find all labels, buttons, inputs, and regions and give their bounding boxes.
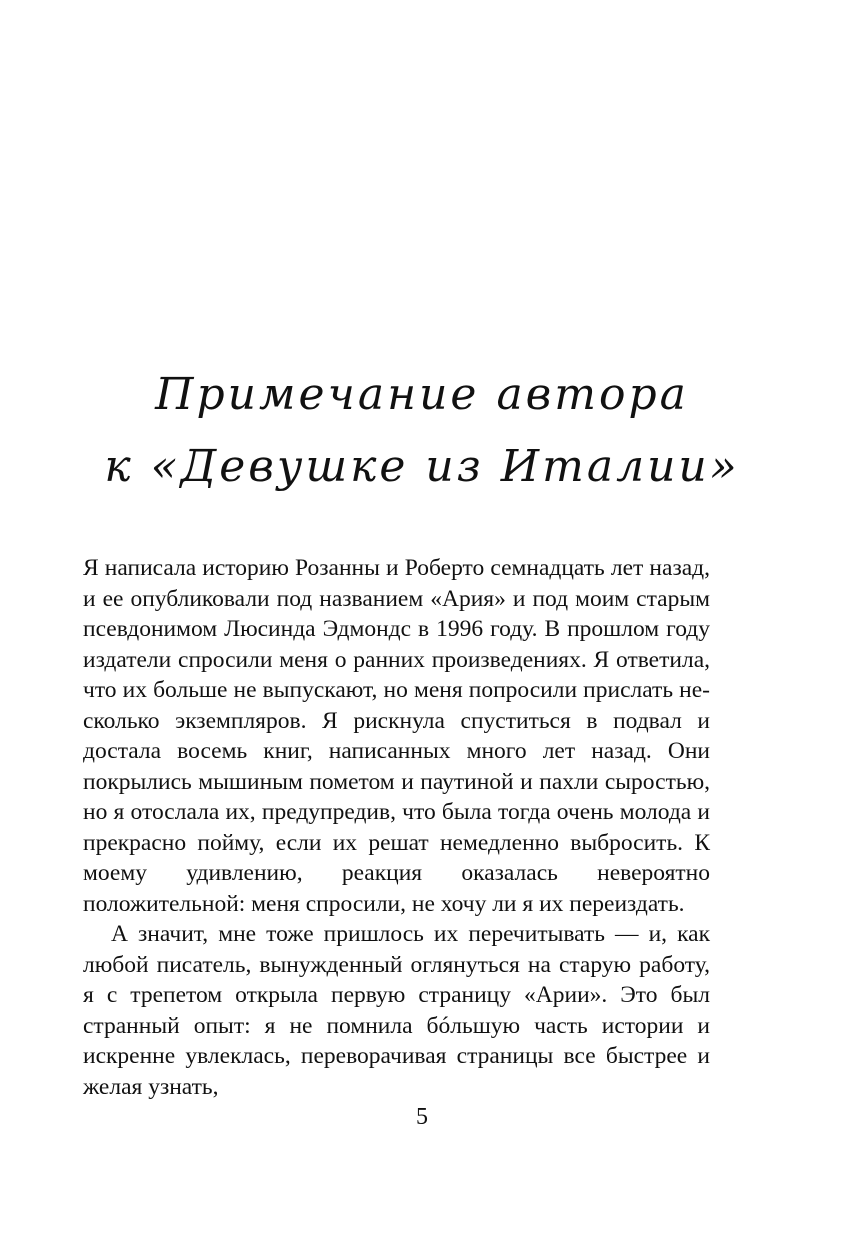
paragraph-1: Я написала историю Розанны и Роберто семнадцать лет назад, и ее опубликовали под названием «Ария» и под моим старым псевдонимом Люсинда Эдмондс в 1996 году. В прошлом году издатели спросили меня о ранних произведениях. Я ответила, что их больше не выпускают, но меня попросили прислать несколько экземпляров. Я рискнула спуститься в подвал и достала восемь книг, написанных много лет назад. Они покрылись мышиным пометом и паутиной и пахли сыростью, но я отослала их, предупредив, что была тогда очень молода и прекрасно пойму, если их решат немедленно выбросить. К моему удивлению, реакция оказалась невероятно положительной: меня спросили, не хочу ли я их переиздать.	[83, 555, 710, 917]
chapter-title	[0, 359, 844, 503]
paragraph-2: А значит, мне тоже пришлось их перечитывать — и, как любой писатель, вынужденный оглянуться на старую работу, я с трепетом открыла первую страницу «Арии». Это был странный опыт: я не помнила бóльшую часть истории и искренне увлеклась, переворачивая страницы все быстрее и желая узнать,	[83, 921, 710, 1100]
body-text	[83, 553, 710, 1102]
chapter-title-line-1: Примечание автора	[155, 369, 689, 421]
chapter-title-line-2: к «Девушке из Италии»	[104, 441, 740, 493]
page-number: 5	[416, 1104, 428, 1130]
